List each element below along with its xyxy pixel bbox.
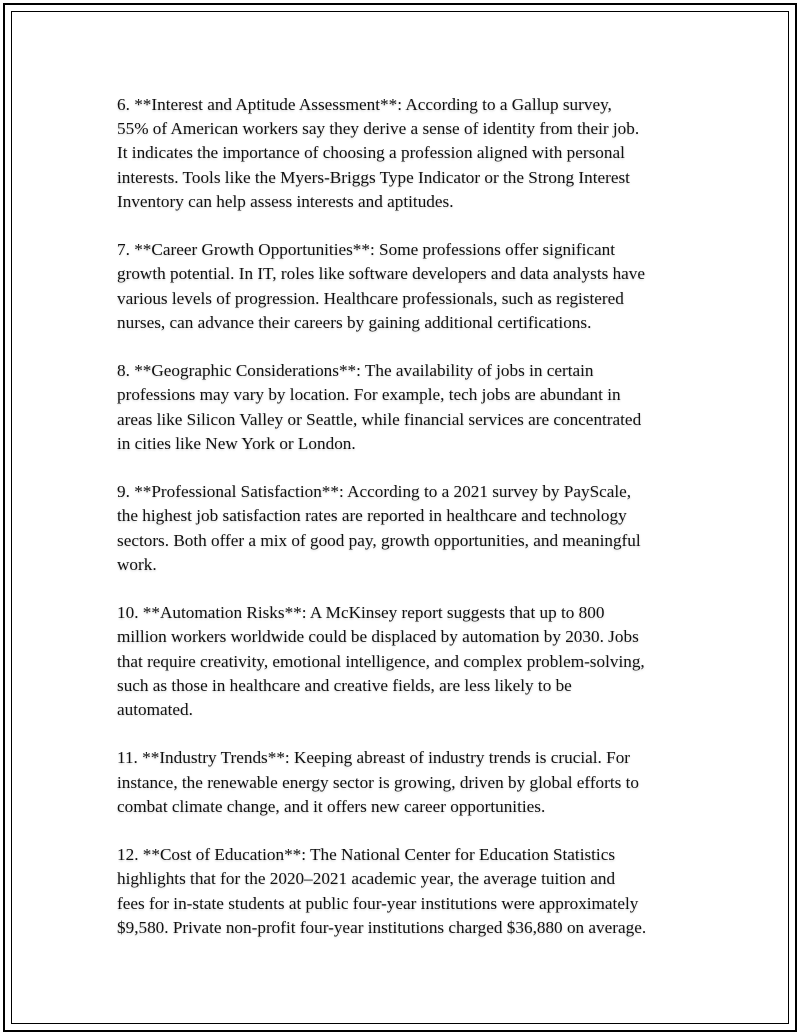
text-line: highlights that for the 2020–2021 academic year, the average tuition and: [117, 869, 616, 889]
paragraph-automation: [117, 601, 692, 722]
text-line: sectors. Both offer a mix of good pay, growth opportunities, and meaningful: [117, 530, 641, 550]
paragraph-industry-trends: [117, 746, 692, 819]
text-line: 7. **Career Growth Opportunities**: Some professions offer significant: [117, 240, 616, 260]
paragraph-satisfaction: [117, 480, 692, 577]
text-line: in cities like New York or London.: [117, 433, 356, 453]
text-line: nurses, can advance their careers by gaining additional certifications.: [117, 312, 592, 332]
text-line: various levels of progression. Healthcare professionals, such as registered: [117, 288, 624, 308]
text-line: fees for in-state students at public four-year institutions were approximately: [117, 893, 639, 913]
text-line: 6. **Interest and Aptitude Assessment**: According to a Gallup survey,: [117, 95, 612, 114]
text-line: instance, the renewable energy sector is growing, driven by global efforts to: [117, 772, 639, 792]
text-line: 11. **Industry Trends**: Keeping abreast of industry trends is crucial. For: [117, 748, 631, 768]
paragraph-geographic: [117, 359, 692, 456]
text-line: the highest job satisfaction rates are reported in healthcare and technology: [117, 506, 627, 526]
text-line: that require creativity, emotional intelligence, and complex problem-solving,: [117, 651, 645, 671]
text-line: growth potential. In IT, roles like software developers and data analysts have: [117, 264, 646, 284]
text-line: $9,580. Private non-profit four-year institutions charged $36,880 on average.: [117, 917, 647, 937]
document-body: [117, 93, 692, 964]
text-line: professions may vary by location. For example, tech jobs are abundant in: [117, 385, 621, 405]
text-line: million workers worldwide could be displaced by automation by 2030. Jobs: [117, 627, 639, 647]
text-line: 9. **Professional Satisfaction**: According to a 2021 survey by PayScale,: [117, 482, 632, 502]
text-line: interests. Tools like the Myers-Briggs Type Indicator or the Strong Interest: [117, 167, 630, 187]
text-line: 10. **Automation Risks**: A McKinsey report suggests that up to 800: [117, 603, 605, 623]
paragraph-career-growth: [117, 238, 692, 335]
text-line: areas like Silicon Valley or Seattle, while financial services are concentrated: [117, 409, 642, 429]
text-line: automated.: [117, 700, 193, 720]
text-line: 8. **Geographic Considerations**: The availability of jobs in certain: [117, 361, 594, 381]
paragraph-interest-aptitude: [117, 93, 692, 214]
text-line: work.: [117, 554, 157, 574]
text-line: combat climate change, and it offers new career opportunities.: [117, 796, 546, 816]
text-line: such as those in healthcare and creative fields, are less likely to be: [117, 675, 572, 695]
text-line: 12. **Cost of Education**: The National Center for Education Statistics: [117, 845, 616, 865]
paragraph-cost-of-education: [117, 843, 692, 940]
text-line: 55% of American workers say they derive a sense of identity from their job.: [117, 119, 640, 139]
text-line: It indicates the importance of choosing a profession aligned with personal: [117, 143, 625, 163]
text-line: Inventory can help assess interests and aptitudes.: [117, 191, 454, 211]
